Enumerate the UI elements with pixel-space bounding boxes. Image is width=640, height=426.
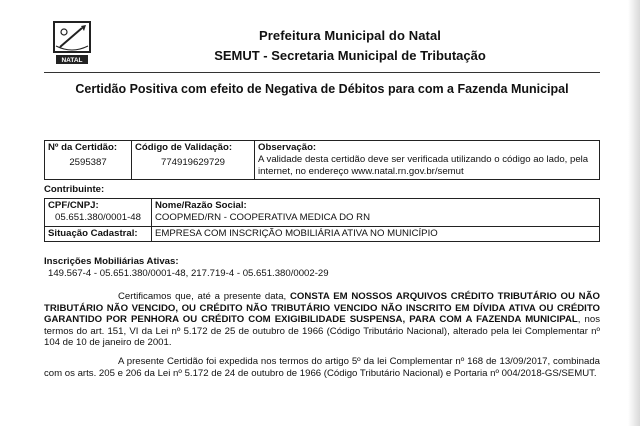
certificate-number-label: Nº da Certidão: — [48, 142, 118, 153]
municipality-name: Prefeitura Municipal do Natal — [258, 28, 442, 43]
certification-status: CONSTA EM NOSSOS ARQUIVOS CRÉDITO TRIBUTÁRIO OU NÃO TRIBUTÁRIO NÃO VENCIDO, OU CRÉDITO NÃO TRIBUTÁRIO VENCIDO NÃO INSCRITO EM DÍVIDA ATIVA OU CRÉDITO GARANTIDO POR PENHORA OU CRÉDITO COM EXIGIBILIDADE SUSPENSA, PARA COM A FAZENDA MUNICIPAL — [44, 291, 600, 326]
observation-cell — [255, 141, 600, 180]
page-title: Certidão Positiva com efeito de Negativa de Débitos para com a Fazenda Municipal — [75, 82, 569, 96]
name-label: Nome/Razão Social: — [155, 200, 247, 211]
department-name: SEMUT - Secretaria Municipal de Tributação — [214, 48, 486, 63]
crest-label: NATAL — [61, 57, 83, 64]
contributor-section-label: Contribuinte: — [44, 184, 105, 195]
certification-intro: Certificamos que, até a presente data, — [118, 291, 290, 302]
registrations-values: 149.567-4 - 05.651.380/0001-48, 217.719-4 - 05.651.380/0002-29 — [48, 268, 329, 279]
header-divider — [44, 72, 600, 73]
certification-paragraph — [44, 291, 600, 349]
cpf-value: 05.651.380/0001-48 — [55, 212, 141, 223]
observation-label: Observação: — [258, 142, 317, 153]
registrations-label: Inscrições Mobiliárias Ativas: — [44, 256, 179, 267]
certification-legal-basis: , nos termos do art. 151, VI da Lei nº 5.172 de 25 de outubro de 1966 (Código Tributário Nacional), alterado pela lei Complementar nº 104 de 10 de janeiro de 2001. — [44, 314, 600, 349]
name-value: COOPMED/RN - COOPERATIVA MEDICA DO RN — [155, 212, 370, 223]
issuance-paragraph: A presente Certidão foi expedida nos termos do artigo 5º da lei Complementar nº 168 de 13/09/2017, combinada com os arts. 205 e 206 da Lei nº 5.172 de 24 de outubro de 1966 (Código Tributário Nacional) e Portaria nº 004/2018-GS/SEMUT. — [44, 356, 600, 379]
certificate-info-table — [44, 140, 600, 180]
page-edge-shadow — [628, 0, 640, 426]
certificate-number: 2595387 — [69, 157, 107, 168]
status-label: Situação Cadastral: — [45, 227, 152, 242]
validation-code-label: Código de Validação: — [135, 142, 233, 153]
validation-code-cell — [132, 141, 255, 180]
observation-text: A validade desta certidão deve ser verificada utilizando o código ao lado, pela internet, no endereço www.natal.rn.gov.br/semut — [258, 154, 589, 177]
certificate-number-cell — [45, 141, 132, 180]
cpf-cell — [45, 199, 152, 227]
cpf-label: CPF/CNPJ: — [48, 200, 99, 211]
status-value: EMPRESA COM INSCRIÇÃO MOBILIÁRIA ATIVA NO MUNICÍPIO — [152, 227, 600, 242]
validation-code: 774919629729 — [160, 157, 226, 168]
name-cell — [152, 199, 600, 227]
municipal-crest-icon — [52, 20, 92, 66]
contributor-table — [44, 198, 600, 242]
